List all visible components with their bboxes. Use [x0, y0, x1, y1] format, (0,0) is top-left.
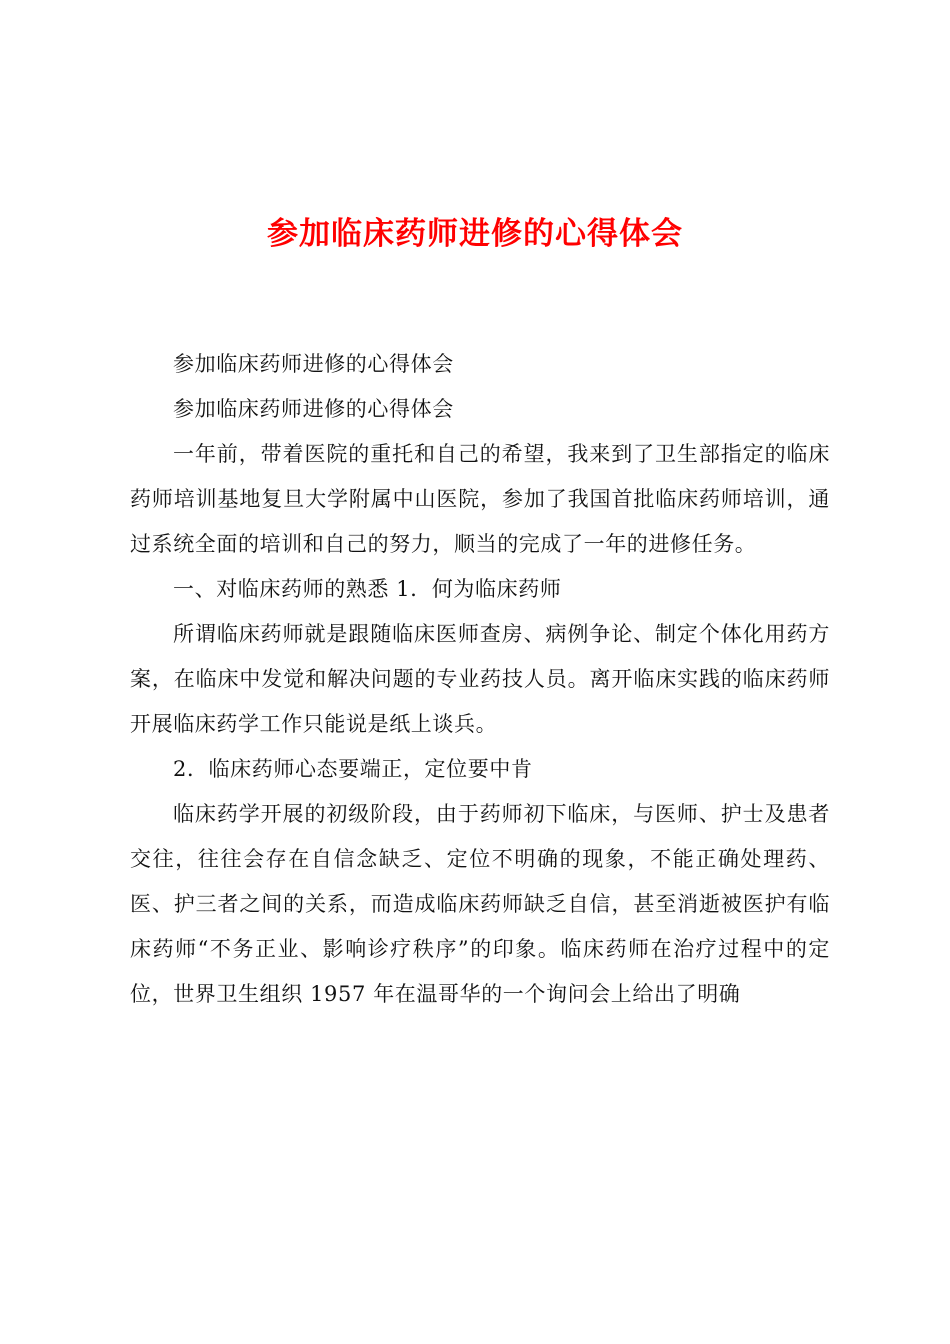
paragraph-repeated-title-2: 参加临床药师进修的心得体会 — [173, 397, 454, 421]
paragraph-repeated-title-1: 参加临床药师进修的心得体会 — [173, 352, 454, 376]
section-heading-1: 一、对临床药师的熟悉 1．何为临床药师 — [173, 577, 562, 601]
paragraph-intro: 一年前，带着医院的重托和自己的希望，我来到了卫生部指定的临床药师培训基地复旦大学附属中山医院，参加了我国首批临床药师培训，通过系统全面的培训和自己的努力，顺当的完成了一年的进修任务。 — [130, 442, 830, 556]
section-heading-2: 2．临床药师心态要端正，定位要中肯 — [173, 757, 533, 781]
document-body — [130, 342, 830, 1017]
paragraph-mindset: 临床药学开展的初级阶段，由于药师初下临床，与医师、护士及患者交往，往往会存在自信念缺乏、定位不明确的现象，不能正确处理药、医、护三者之间的关系，而造成临床药师缺乏自信，甚至消逝被医护有临床药师“不务正业、影响诊疗秩序”的印象。临床药师在治疗过程中的定位，世界卫生组织 1957 年在温哥华的一个询问会上给出了明确 — [130, 802, 830, 1006]
paragraph-definition: 所谓临床药师就是跟随临床医师查房、病例争论、制定个体化用药方案，在临床中发觉和解决问题的专业药技人员。离开临床实践的临床药师开展临床药学工作只能说是纸上谈兵。 — [130, 622, 830, 736]
document-title: 参加临床药师进修的心得体会 — [267, 216, 683, 252]
